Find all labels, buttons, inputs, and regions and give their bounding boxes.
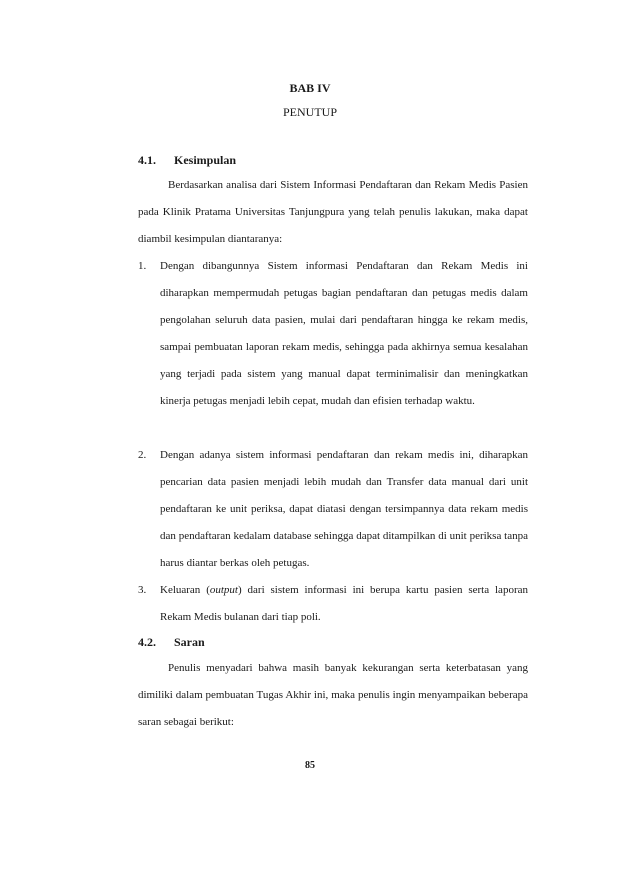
section-heading-kesimpulan: [138, 152, 236, 168]
list-item-text-before: Keluaran (: [160, 584, 210, 596]
section-number: 4.2.: [138, 635, 156, 649]
section-heading-saran: [138, 634, 205, 650]
list-item: [138, 577, 528, 631]
paragraph-text: Berdasarkan analisa dari Sistem Informasi Pendaftaran dan Rekam Medis Pasien pada Klinik Pratama Universitas Tanjungpura yang telah penulis lakukan, maka dapat diambil kesimpulan diantaranya:: [138, 179, 528, 245]
list-item-text-after: ) dari sistem informasi ini berupa kartu pasien serta laporan Rekam Medis bulanan dari tiap poli.: [160, 584, 528, 623]
list-item: [138, 253, 528, 415]
list-item-number: 3.: [138, 584, 147, 596]
section-title: Kesimpulan: [174, 153, 237, 167]
list-item-number: 2.: [138, 449, 147, 461]
list-item: [138, 442, 528, 577]
page-number: 85: [305, 760, 315, 771]
paragraph-kesimpulan-intro: [138, 172, 528, 253]
section-number: 4.1.: [138, 153, 156, 167]
list-item-text: Dengan dibangunnya Sistem informasi Pendaftaran dan Rekam Medis ini diharapkan mempermudah petugas bagian pendaftaran dan petugas medis dalam pengolahan seluruh data pasien, mulai dari pendaftaran hingga ke rekam medis, sampai pembuatan laporan rekam medis, sehingga pada akhirnya semua kesalahan yang terjadi pada sistem yang manual dapat terminimalisir dan meningkatkan kinerja petugas menjadi lebih cepat, mudah dan efisien terhadap waktu.: [160, 260, 528, 407]
list-item-text: [160, 577, 528, 631]
chapter-label: BAB IV: [289, 81, 331, 95]
paragraph-text: Penulis menyadari bahwa masih banyak kekurangan serta keterbatasan yang dimiliki dalam pembuatan Tugas Akhir ini, maka penulis ingin menyampaikan beberapa saran sebagai berikut:: [138, 662, 528, 728]
paragraph-saran-intro: [138, 655, 528, 736]
chapter-title: PENUTUP: [282, 105, 337, 119]
list-item-text-italic: output: [209, 584, 238, 596]
list-item-number: 1.: [138, 260, 147, 272]
list-item-text: Dengan adanya sistem informasi pendaftaran dan rekam medis ini, diharapkan pencarian data pasien menjadi lebih mudah dan Transfer data manual dari unit pendaftaran ke unit periksa, dapat diatasi dengan tersimpannya data rekam medis dan pendaftaran kedalam database sehingga dapat ditampilkan di unit periksa tanpa harus diantar berkas oleh petugas.: [160, 449, 528, 569]
section-title: Saran: [174, 635, 205, 649]
